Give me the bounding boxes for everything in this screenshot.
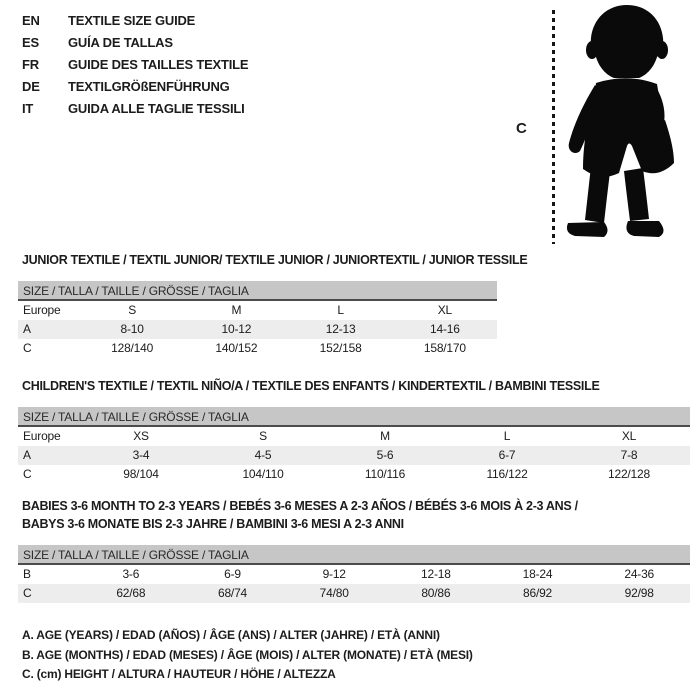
cell-value: 4-5 xyxy=(254,448,272,462)
table-row xyxy=(18,465,690,484)
language-row xyxy=(22,53,248,75)
section-title: BABYS 3-6 MONATE BIS 2-3 JAHRE / BAMBINI 3-6 MESI A 2-3 ANNI xyxy=(22,517,404,531)
cell-value: 86/92 xyxy=(523,586,553,600)
cell-value: 110/116 xyxy=(364,467,406,481)
cell-value: 8-10 xyxy=(120,322,144,336)
cell-value: 12-13 xyxy=(325,322,356,336)
size-table-header: SIZE / TALLA / TAILLE / GRÖSSE / TAGLIA xyxy=(18,407,690,427)
language-title: TEXTILE SIZE GUIDE xyxy=(68,12,196,28)
cell-value: 128/140 xyxy=(111,341,154,355)
cell-value: 3-4 xyxy=(132,448,150,462)
cell-value: 98/104 xyxy=(123,467,159,481)
cell-value: 10-12 xyxy=(221,322,252,336)
language-row xyxy=(22,97,248,119)
cell-value: M xyxy=(380,429,390,443)
footnote-line: C. (cm) HEIGHT / ALTURA / HAUTEUR / HÖHE / ALTEZZA xyxy=(22,667,336,681)
cell-value: 116/122 xyxy=(486,467,528,481)
footnote-line: B. AGE (MONTHS) / EDAD (MESES) / ÂGE (MOIS) / ALTER (MONATE) / ETÀ (MESI) xyxy=(22,647,473,662)
language-title: GUÍA DE TALLAS xyxy=(68,34,173,50)
cell-value: 140/152 xyxy=(215,341,258,355)
table-row xyxy=(18,301,497,320)
cell-value: S xyxy=(128,303,137,317)
cell-value: 68/74 xyxy=(217,586,248,600)
cell-value: 6-7 xyxy=(498,448,516,462)
size-section xyxy=(22,497,690,603)
cell-value: 122/128 xyxy=(608,467,650,481)
row-label: A xyxy=(23,322,31,336)
language-title: GUIDE DES TAILLES TEXTILE xyxy=(68,56,249,72)
cell-value: XS xyxy=(133,429,149,443)
language-code: EN xyxy=(22,12,40,28)
footnote-line: A. AGE (YEARS) / EDAD (AÑOS) / ÂGE (ANS) / ALTER (JAHRE) / ETÀ (ANNI) xyxy=(22,628,440,642)
size-table xyxy=(18,281,497,358)
cell-value: 7-8 xyxy=(620,448,638,462)
row-label: Europe xyxy=(23,429,61,443)
cell-value: 6-9 xyxy=(224,567,241,581)
language-title: GUIDA ALLE TAGLIE TESSILI xyxy=(68,100,245,116)
cell-value: 9-12 xyxy=(322,567,346,581)
size-table-header: SIZE / TALLA / TAILLE / GRÖSSE / TAGLIA xyxy=(18,545,690,565)
language-code: ES xyxy=(22,34,39,50)
cell-value: 24-36 xyxy=(624,567,655,581)
cell-value: S xyxy=(259,429,267,443)
height-measure-dashed-line xyxy=(552,10,555,244)
section-title: CHILDREN'S TEXTILE / TEXTIL NIÑO/A / TEXTILE DES ENFANTS / KINDERTEXTIL / BAMBINI TESSILE xyxy=(22,379,600,393)
cell-value: 3-6 xyxy=(122,567,140,581)
cell-value: M xyxy=(231,303,242,317)
toddler-silhouette-icon xyxy=(558,4,690,242)
cell-value: 5-6 xyxy=(376,448,394,462)
table-row xyxy=(18,339,497,358)
cell-value: 158/170 xyxy=(423,341,466,355)
cell-value: L xyxy=(503,429,511,443)
footnotes xyxy=(22,626,473,685)
language-row xyxy=(22,9,248,31)
language-code: IT xyxy=(22,100,34,116)
row-label: B xyxy=(23,567,31,581)
cell-value: XL xyxy=(621,429,637,443)
cell-value: 12-18 xyxy=(421,567,451,581)
section-title: JUNIOR TEXTILE / TEXTIL JUNIOR/ TEXTILE JUNIOR / JUNIORTEXTIL / JUNIOR TESSILE xyxy=(22,253,528,267)
table-row xyxy=(18,446,690,465)
cell-value: 62/68 xyxy=(116,586,146,600)
cell-value: L xyxy=(337,303,344,317)
language-row xyxy=(22,31,248,53)
language-row xyxy=(22,75,248,97)
row-label: C xyxy=(23,341,32,355)
cell-value: 92/98 xyxy=(624,586,654,600)
row-label: C xyxy=(23,467,32,481)
cell-value: 152/158 xyxy=(319,341,362,355)
row-label: Europe xyxy=(23,303,61,317)
table-row xyxy=(18,584,690,603)
language-code: DE xyxy=(22,78,40,94)
table-row xyxy=(18,427,690,446)
cell-value: 18-24 xyxy=(522,567,553,581)
cell-value: 80/86 xyxy=(421,586,451,600)
language-title: TEXTILGRÖßENFÜHRUNG xyxy=(68,78,230,94)
row-label: C xyxy=(23,586,32,600)
table-row xyxy=(18,320,497,339)
size-section xyxy=(22,377,690,484)
language-list xyxy=(22,9,248,119)
cell-value: 14-16 xyxy=(430,322,460,336)
size-table xyxy=(18,407,690,484)
cell-value: 74/80 xyxy=(319,586,349,600)
table-row xyxy=(18,565,690,584)
cell-value: 104/110 xyxy=(242,467,284,481)
cell-value: XL xyxy=(437,303,453,317)
section-title: BABIES 3-6 MONTH TO 2-3 YEARS / BEBÉS 3-6 MESES A 2-3 AÑOS / BÉBÉS 3-6 MOIS À 2-3 ANS / xyxy=(22,499,578,513)
height-measure-label: C xyxy=(516,120,527,137)
size-section xyxy=(22,251,527,358)
size-table-header: SIZE / TALLA / TAILLE / GRÖSSE / TAGLIA xyxy=(18,281,497,301)
language-code: FR xyxy=(22,56,39,72)
size-table xyxy=(18,545,690,603)
row-label: A xyxy=(23,448,31,462)
